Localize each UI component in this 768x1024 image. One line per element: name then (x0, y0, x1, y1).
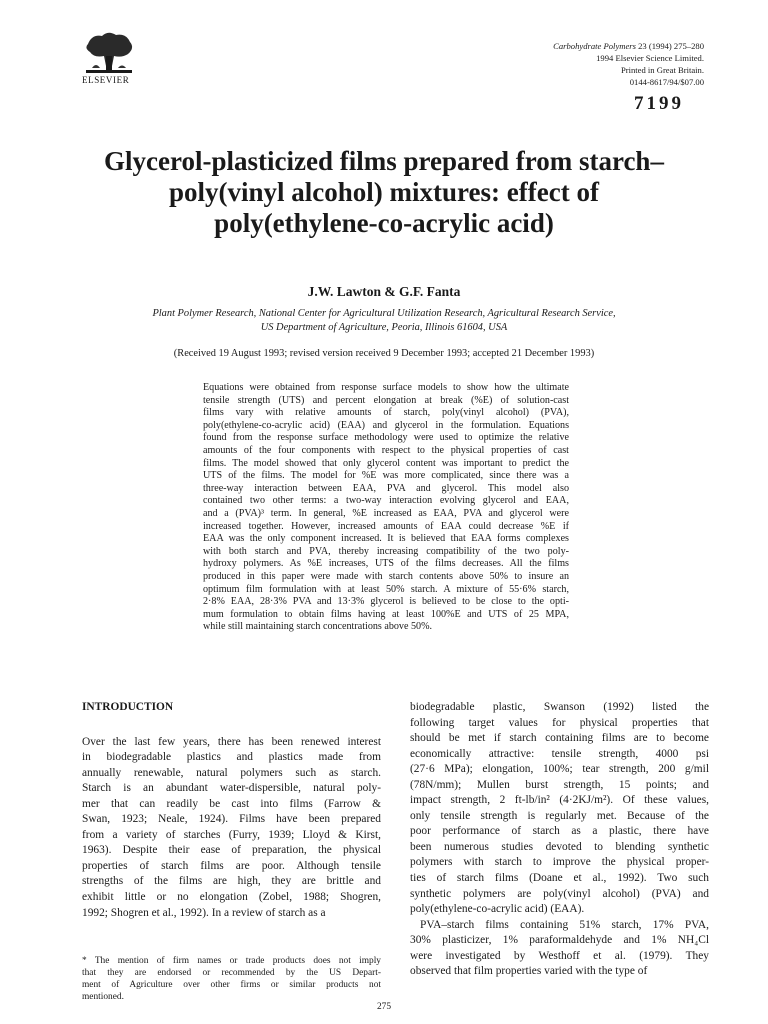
text-line: polymers with starch to improve the physical proper- (410, 856, 709, 869)
text-line: synthetic polymers are poly(vinyl alcohol) (PVA) and (410, 887, 709, 900)
text-line: annually renewable, natural polymers such as starch. (82, 766, 381, 779)
text-line: amounts of the four components with respect to the physical properties of cast (203, 444, 569, 456)
document-stamp-number: 7199 (634, 93, 684, 114)
elsevier-logo (82, 30, 136, 85)
text-line: * The mention of firm names or trade products does not imply (82, 956, 381, 966)
text-line: should be met if starch containing films are to become (410, 732, 709, 745)
text-line: (78N/mm); Mullen burst strength, 15 points; and (410, 778, 709, 791)
tree-emblem-icon (82, 30, 136, 74)
page-number: 275 (376, 1002, 392, 1012)
paper-title (60, 146, 708, 239)
right-column (410, 700, 709, 980)
title-line: poly(ethylene-co-acrylic acid) (214, 208, 554, 238)
text-line: EAA was the only component increased. It is believed that EAA forms complexes (203, 533, 569, 545)
text-line: been numerous studies devoted to blending synthetic (410, 840, 709, 853)
text-line: ties of starch films (Doane et al., 1992). Two such (410, 872, 709, 885)
text-line: contained two other terms: a two-way interaction evolving glycerol and EAA, (203, 495, 569, 507)
journal-name: Carbohydrate Polymers (553, 41, 636, 51)
text-line: and a (PVA)³ term. In general, %E increased as EAA, PVA and glycerol were (203, 507, 569, 519)
text-line: observed that film properties varied with the type of (410, 965, 648, 978)
text-line: 30% plasticizer, 1% paraformaldehyde and 1% NH₄Cl (410, 934, 709, 947)
text-line: that they are endorsed or recommended by the US Depart- (82, 968, 381, 978)
text-line: following target values for physical properties that (410, 716, 709, 729)
left-column-text (82, 735, 381, 922)
text-line: UTS of the films. The model for %E was more complicated, since there was a (203, 470, 569, 482)
text-line: Over the last few years, there has been renewed interest (82, 735, 381, 748)
text-line: strengths of the films are high, they are brittle and (82, 875, 381, 888)
affiliation (0, 307, 768, 335)
text-line: in biodegradable plastics and plastics made from (82, 751, 381, 764)
left-column (82, 700, 381, 921)
text-line: 2·8% EAA, 28·3% PVA and 13·3% glycerol is believed to be close to the opti- (203, 596, 569, 608)
text-line: mum formulation to obtain films having at least 100%E and UTS of 25 MPA, (203, 608, 569, 620)
text-line: mer that can readily be cast into films (Farrow & (82, 797, 381, 810)
text-line: Starch is an abundant water-dispersible, natural poly- (82, 782, 381, 795)
title-line: Glycerol-plasticized films prepared from starch– (104, 146, 664, 176)
affiliation-line: Plant Polymer Research, National Center for Agricultural Utilization Research, Agricultural Research Service, (152, 308, 616, 319)
text-line: poly(ethylene-co-acrylic acid) (EAA). (410, 903, 585, 916)
text-line: were investigated by Westhoff et al. (1979). They (410, 949, 709, 962)
text-line: from a variety of starches (Furry, 1939; Lloyd & Kirst, (82, 828, 381, 841)
text-line: while still maintaining starch concentrations above 50%. (203, 621, 433, 633)
text-line: 1963). Despite their ease of preparation, the physical (82, 844, 381, 857)
text-line: 1992; Shogren et al., 1992). In a review of starch as a (82, 906, 326, 919)
text-line: economically attractive: tensile strength, 4000 psi (410, 747, 709, 760)
text-line: three-way interaction between EAA, PVA and glycerol. This model also (203, 482, 569, 494)
text-line: poor performance of starch as a plastic, there have (410, 825, 709, 838)
publisher-name: ELSEVIER (82, 75, 130, 85)
text-line: films. The model showed that only glycerol content was important to predict the (203, 457, 569, 469)
authors: J.W. Lawton & G.F. Fanta (307, 284, 461, 299)
journal-volume: 23 (1994) 275–280 (635, 41, 704, 51)
text-line: increased together. However, increased amounts of EAA could decrease %E if (203, 520, 569, 532)
abstract (203, 382, 569, 634)
text-line: Swan, 1923; Neale, 1924). Films have been prepared (82, 813, 381, 826)
text-line: (27·6 MPa); elongation, 100%; tear strength, 200 g/mil (410, 763, 709, 776)
copyright-line: 1994 Elsevier Science Limited. (596, 53, 704, 63)
section-heading-introduction: INTRODUCTION (82, 701, 174, 713)
text-line: with both starch and PVA, thereby increasing compatibility of the two poly- (203, 545, 569, 557)
journal-citation-line (553, 40, 704, 52)
text-line: Equations were obtained from response surface models to show how the ultimate (203, 382, 569, 393)
text-line: impact strength, 2 ft-lb/in² (4·2KJ/m²). Of these values, (410, 794, 709, 807)
text-line: biodegradable plastic, Swanson (1992) listed the (410, 701, 709, 713)
text-line: films vary with relative amounts of starch, poly(vinyl alcohol) (PVA), (203, 407, 569, 419)
text-line: only tensile strength is regularly met. Because of the (410, 809, 709, 822)
text-line: PVA–starch films containing 51% starch, 17% PVA, (420, 918, 709, 931)
footnote (82, 955, 381, 1003)
text-line: produced in this paper were made with starch contents above 50% to insure an (203, 570, 569, 582)
text-line: optimum film formulation with at least 50% starch. A mixture of 55·6% starch, (203, 583, 569, 595)
text-line: properties of starch films are poor. Although tensile (82, 859, 381, 872)
journal-citation (553, 40, 704, 88)
text-line: mentioned. (82, 992, 124, 1002)
text-line: tensile strength (UTS) and percent elongation at break (%E) of solution-cast (203, 394, 569, 406)
received-dates: (Received 19 August 1993; revised version received 9 December 1993; accepted 21 December 1993) (173, 348, 595, 359)
text-line: poly(ethylene-co-acrylic acid) (EAA) and glycerol in the formulation. Equations (203, 419, 569, 431)
text-line: found from the response surface methodology were used to optimize the relative (203, 432, 569, 444)
affiliation-line: US Department of Agriculture, Peoria, Illinois 61604, USA (260, 322, 508, 333)
text-line: hydroxy polymers. As %E increases, UTS of the films decreases. All the films (203, 558, 569, 570)
issn-line: 0144-8617/94/$07.00 (629, 77, 704, 87)
printed-line: Printed in Great Britain. (620, 65, 704, 75)
text-line: exhibit little or no elongation (Zobel, 1988; Shogren, (82, 891, 381, 904)
text-line: ment of Agriculture over other firms or similar products not (82, 980, 381, 990)
title-line: poly(vinyl alcohol) mixtures: effect of (169, 177, 599, 207)
